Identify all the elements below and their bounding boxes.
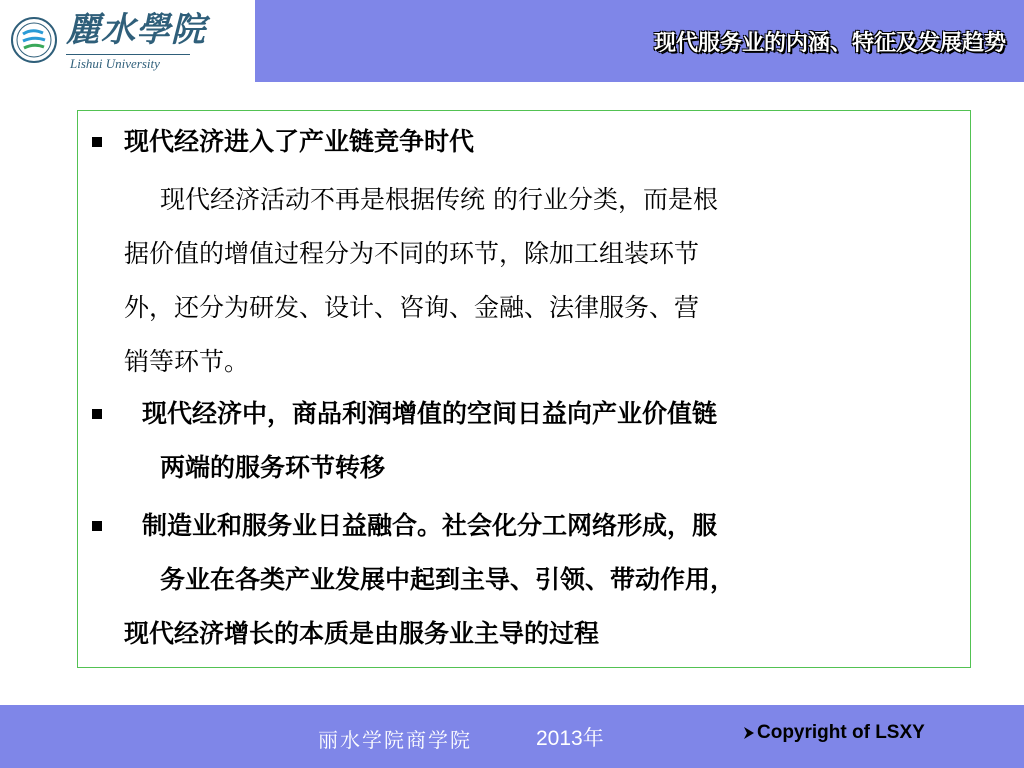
slide-content [78, 111, 970, 667]
point-3-line-1: 制造业和服务业日益融合。社会化分工网络形成，服 [142, 511, 718, 540]
footer-year: 2013年 [536, 727, 604, 750]
point-1-line-2: 据价值的增值过程分为不同的环节，除加工组装环节 [124, 239, 700, 268]
point-1-line-3: 外，还分为研发、设计、咨询、金融、法律服务、营 [124, 293, 700, 322]
content-frame [77, 110, 971, 668]
arrow-right-icon [743, 726, 755, 740]
bullet-square-icon [92, 409, 102, 419]
logo-divider [66, 54, 190, 55]
point-2-line-1: 现代经济中，商品利润增值的空间日益向产业价值链 [142, 399, 718, 428]
university-seal-icon [10, 16, 58, 64]
bullet-square-icon [92, 521, 102, 531]
point-3-line-2: 务业在各类产业发展中起到主导、引领、带动作用， [160, 565, 736, 594]
university-logo [0, 0, 255, 82]
page-title: 现代服务业的内涵、特征及发展趋势 [653, 31, 1006, 56]
point-1-line-1: 现代经济活动不再是根据传统 的行业分类，而是根 [160, 185, 718, 214]
point-1-line-4: 销等环节。 [124, 347, 250, 376]
copyright-notice [743, 722, 925, 744]
copyright-text: Copyright of LSXY [757, 722, 925, 743]
point-3-line-3: 现代经济增长的本质是由服务业主导的过程 [124, 619, 600, 648]
footer-school: 丽水学院商学院 [318, 728, 472, 752]
point-2-line-2: 两端的服务环节转移 [160, 453, 386, 482]
logo-text-cn: 麗水學院 [66, 10, 206, 50]
point-1-heading: 现代经济进入了产业链竞争时代 [124, 127, 475, 156]
bullet-square-icon [92, 137, 102, 147]
logo-text-en: Lishui University [70, 56, 160, 71]
